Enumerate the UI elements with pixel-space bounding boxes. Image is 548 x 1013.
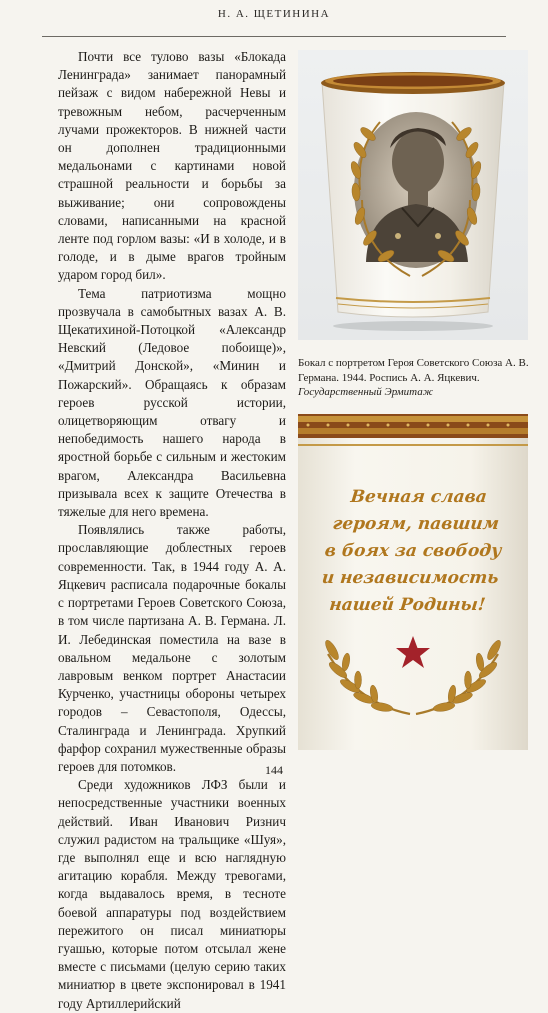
paragraph: Среди художников ЛФЗ были и непосредственные участники военных действий. Иван Иванович Ризнич служил радистом на тральщике «Шуя», где выполнял еще и всю наглядную агитацию корабля. Между тревогами, когда выдавалось время, в тесноте боевой аппаратуры под воздействием пережитого он писал миниатюры гуашью, которые потом отсылал жене вместе с письмами (целую серию таких миниатюр в цвете экспонировал в 1941 году Артиллерийский (58, 777, 286, 1011)
inscription-line: и независимость (320, 568, 500, 588)
inscription-line: Вечная слава (349, 487, 488, 507)
beaker-portrait-photo (298, 50, 528, 340)
article-text (58, 48, 286, 1013)
page-number: 144 (265, 763, 283, 777)
caption-text: Бокал с портретом Героя Советского Союза А. В. Германа. 1944. Роспись А. А. Яцкевич. (298, 357, 529, 384)
inscription-line: героям, павшим (331, 514, 501, 534)
inscription-line: нашей Родины! (328, 595, 487, 615)
running-header: Н. А. ЩЕТИНИНА (217, 8, 331, 20)
vase-inscription (298, 484, 528, 619)
paragraph: Почти все тулово вазы «Блокада Ленинграда» занимает панорамный пейзаж с видом набережной Невы и тревожным небом, расчерченным лучами прожекторов. В нижней части он дополнен традиционными медальонами с картинами новой страшной реальности и борьбы за выживание; они сопровождены словами, написанными на красной ленте под горлом вазы: «И в холоде, и в голоде, и в дыме врагов тройным ударом город бил». (58, 49, 286, 283)
figure-caption (298, 356, 530, 400)
header-rule (42, 36, 506, 37)
inscription-line: в боях за свободу (323, 541, 503, 561)
beaker-illustration (298, 50, 528, 340)
paragraph: Тема патриотизма мощно прозвучала в самобытных вазах А. В. Щекатихиной-Потоцкой «Александр Невский (Ледовое побоище)», «Дмитрий Донской», «Минин и Пожарский». Обращаясь к образам героев русской истории, олицетворяющим отвагу и непобедимость нашего народа в яростной борьбе с сильным и жестоким врагом, Александра Васильевна призывала всех к защите Отечества в тяжелые для него времена. (58, 285, 286, 520)
caption-museum: Государственный Эрмитаж (298, 386, 433, 398)
paragraph: Появлялись также работы, прославляющие доблестных героев современности. Так, в 1944 году А. А. Яцкевич расписала подарочные бокалы с портретами Героев Советского Союза, в том числе партизана А. В. Германа. Л. И. Лебединская поместила на вазе в овальном медальоне с золотым лавровым венком портрет Анастасии Курченко, участницы обороны четырех городов – Севастополя, Одессы, Сталинграда и Ленинграда. Хрупкий фарфор сохранил мужественные образы героев для потомков. (58, 522, 286, 774)
inscription-vase-photo (298, 414, 528, 750)
